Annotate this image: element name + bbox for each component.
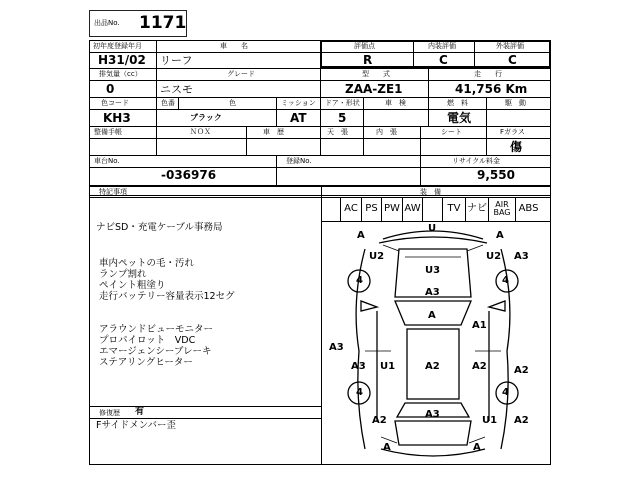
damage-mark: A xyxy=(383,442,391,453)
color-label: 色 xyxy=(229,99,236,107)
first-reg-label: 初年度登録年月 xyxy=(93,42,142,50)
repair-value: 有 xyxy=(135,407,145,417)
color-code-label: 色コード xyxy=(101,99,129,107)
car-name-value: リーフ xyxy=(160,54,193,67)
damage-mark: 4 xyxy=(502,275,509,286)
damage-mark: A3 xyxy=(351,361,366,372)
doors-value: 5 xyxy=(338,111,347,125)
damage-mark: U2 xyxy=(486,251,502,262)
chassis-value: -036976 xyxy=(161,168,217,182)
damage-mark: U1 xyxy=(380,361,396,372)
damage-mark: 4 xyxy=(502,387,509,398)
equipment-tv: TV xyxy=(447,203,461,214)
damage-mark: A xyxy=(496,230,504,241)
note-navi: ナビSD・充電ケーブル事務局 xyxy=(96,222,223,233)
note-mid-4: 走行バッテリー容量表示12セグ xyxy=(99,291,235,302)
interior2-label: 内 張 xyxy=(376,128,397,136)
damage-mark: 4 xyxy=(356,387,363,398)
chassis-label: 車台No. xyxy=(94,157,120,165)
interior-value: C xyxy=(439,53,448,67)
seat-label: シート xyxy=(441,128,462,136)
lot-label: 出品No. xyxy=(94,19,120,27)
repair-label: 修復歴 xyxy=(99,409,120,417)
damage-mark: A xyxy=(473,442,481,453)
transmission-value: AT xyxy=(290,111,307,125)
damage-mark: A1 xyxy=(472,320,487,331)
lot-number: 1171 xyxy=(139,13,187,33)
note-mid-1: 車内ペットの毛・汚れ xyxy=(99,258,195,269)
damage-mark: A3 xyxy=(329,342,344,353)
color-no-label: 色番 xyxy=(161,99,175,107)
displacement-value: 0 xyxy=(106,82,115,96)
note-low-4: ステアリングヒーター xyxy=(99,357,193,368)
notes-label: 特記事項 xyxy=(99,188,127,196)
model-value: ZAA-ZE1 xyxy=(345,82,403,96)
damage-mark: U3 xyxy=(425,265,441,276)
inspection-label: 車 検 xyxy=(385,99,406,107)
fuel-value: 電気 xyxy=(447,111,472,125)
damage-mark: A2 xyxy=(514,365,529,376)
damage-mark: A2 xyxy=(472,361,487,372)
damage-mark: U xyxy=(428,223,437,234)
equipment-navi: ナビ xyxy=(467,203,487,214)
note-low-1: アラウンドビューモニター xyxy=(99,324,214,335)
model-label: 型 式 xyxy=(362,70,390,78)
glass-label: Fガラス xyxy=(500,128,525,136)
note-low-3: エマージェンシーブレーキ xyxy=(99,346,212,357)
damage-mark: 4 xyxy=(356,275,363,286)
damage-mark: A3 xyxy=(425,409,440,420)
equipment-pw: PW xyxy=(384,203,400,214)
equipment-aw: AW xyxy=(404,203,421,214)
grade-label: グレード xyxy=(227,70,255,78)
sunroof-label: 天 張 xyxy=(327,128,348,136)
grade-value: ニスモ xyxy=(160,83,193,96)
equipment-row xyxy=(321,197,551,221)
equipment-label: 装 備 xyxy=(420,188,441,196)
grade-score-label: 評価点 xyxy=(354,42,375,50)
drive-label: 駆 動 xyxy=(505,99,526,107)
displacement-label: 排気量（cc） xyxy=(99,70,142,78)
equipment-ps: PS xyxy=(365,203,378,214)
transmission-label: ミッション xyxy=(281,99,316,107)
repair-note: Fサイドメンバー歪 xyxy=(96,420,177,431)
grade-score-value: R xyxy=(363,53,373,67)
mileage-value: 41,756 Km xyxy=(455,82,528,96)
doors-label: ドア・形状 xyxy=(325,99,360,107)
note-mid-2: ランプ割れ xyxy=(99,269,147,280)
color-code-value: KH3 xyxy=(103,111,131,125)
recycle-label: リサイクル料金 xyxy=(452,157,501,165)
maintenance-label: 整備手帳 xyxy=(94,128,122,136)
exterior-value: C xyxy=(508,53,517,67)
recycle-value: 9,550 xyxy=(477,168,515,182)
note-mid-3: ペイント粗塗り xyxy=(99,280,166,291)
damage-mark: A xyxy=(428,310,436,321)
registration-label: 登録No. xyxy=(286,157,312,165)
damage-mark: A2 xyxy=(372,415,387,426)
exterior-label: 外装評価 xyxy=(496,42,524,50)
damage-mark: A2 xyxy=(425,361,440,372)
equipment-airbag: AIR BAG xyxy=(493,200,511,217)
mileage-label: 走 行 xyxy=(474,70,502,78)
damage-mark: A3 xyxy=(425,287,440,298)
interior-label: 内装評価 xyxy=(428,42,456,50)
note-low-2: プロパイロット VDC xyxy=(99,335,196,346)
fuel-label: 燃 料 xyxy=(447,99,468,107)
damage-mark: U2 xyxy=(369,251,385,262)
car-name-label: 車 名 xyxy=(220,42,248,50)
color-value: ブラック xyxy=(190,113,222,122)
equipment-abs: ABS xyxy=(518,203,539,214)
damage-mark: A3 xyxy=(514,251,529,262)
first-reg-value: H31/02 xyxy=(98,53,146,67)
damage-mark: A2 xyxy=(514,415,529,426)
history-label: 車 歴 xyxy=(263,128,284,136)
damage-mark: U1 xyxy=(482,415,498,426)
glass-value: 傷 xyxy=(510,140,523,154)
damage-mark: A xyxy=(357,230,365,241)
equipment-ac: AC xyxy=(344,203,358,214)
nox-label: ＮＯＸ xyxy=(190,128,211,136)
